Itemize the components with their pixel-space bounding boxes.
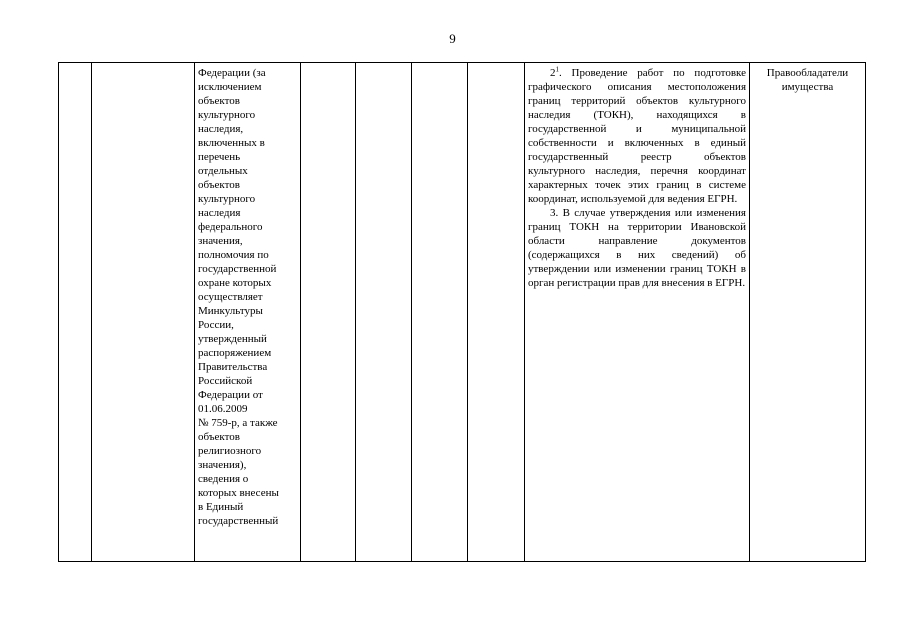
- subject-line: полномочия по: [198, 249, 269, 261]
- measures-text: [525, 63, 749, 290]
- subject-line: Правительства: [198, 361, 268, 373]
- subject-line: 01.06.2009: [198, 403, 248, 415]
- subject-line: № 759-р, а также: [198, 417, 278, 429]
- subject-line: объектов: [198, 179, 240, 191]
- subject-line: значения),: [198, 459, 247, 471]
- subject-line: наследия,: [198, 123, 244, 135]
- subject-line: Федерации от: [198, 389, 263, 401]
- cell-value-3: [412, 63, 468, 562]
- cell-value-4: [468, 63, 525, 562]
- subject-line: отдельных: [198, 165, 248, 177]
- subject-line: которых внесены: [198, 487, 279, 499]
- subject-line: наследия: [198, 207, 241, 219]
- cell-number: [59, 63, 92, 562]
- measure-2-1-number: 2: [550, 67, 556, 79]
- subject-line: культурного: [198, 109, 256, 121]
- measure-2-1-superscript: 1: [555, 65, 559, 74]
- subject-line: Российской: [198, 375, 253, 387]
- subject-line: объектов: [198, 431, 240, 443]
- subject-text: [195, 63, 300, 528]
- cell-subject: [195, 63, 301, 562]
- cell-measures: [525, 63, 750, 562]
- subject-line: религиозного: [198, 445, 262, 457]
- subject-line: распоряжением: [198, 347, 272, 359]
- subject-line: охране которых: [198, 277, 272, 289]
- cell-value-1: [301, 63, 356, 562]
- document-table: [58, 62, 866, 562]
- subject-line: исключением: [198, 81, 262, 93]
- subject-line: государственный: [198, 515, 279, 527]
- subject-line: включенных в: [198, 137, 265, 149]
- subject-line: государственной: [198, 263, 277, 275]
- subject-line: Федерации (за: [198, 67, 266, 79]
- subject-line: в Единый: [198, 501, 244, 513]
- measure-2-1: [528, 66, 746, 206]
- subject-line: объектов: [198, 95, 240, 107]
- subject-line: федерального: [198, 221, 263, 233]
- measure-3: 3. В случае утверждения или изменения границ ТОКН на территории Ивановской области направление документов (содержащихся в них сведений) об утверждении или изменении границ ТОКН в орган регистрации прав для внесения в ЕГРН.: [528, 207, 746, 289]
- responsible-text: Правообладатели имущества: [766, 67, 849, 93]
- measure-2-1-body: . Проведение работ по подготовке графического описания местоположения границ территорий объектов культурного наследия (ТОКН), находящихся в государственной и муниципальной собственности и включенных в единый государственный реестр объектов культурного наследия, перечня координат характерных точек этих границ в системе координат, используемой для ведения ЕГРН.: [528, 67, 746, 205]
- subject-line: культурного: [198, 193, 256, 205]
- subject-line: Минкультуры: [198, 305, 263, 317]
- subject-line: значения,: [198, 235, 243, 247]
- subject-line: осуществляет: [198, 291, 263, 303]
- cell-responsible: [750, 63, 866, 562]
- subject-line: перечень: [198, 151, 241, 163]
- page-number: 9: [449, 31, 456, 46]
- subject-line: сведения о: [198, 473, 249, 485]
- cell-indicator: [92, 63, 195, 562]
- subject-line: России,: [198, 319, 234, 331]
- table-row: [59, 63, 866, 562]
- subject-line: утвержденный: [198, 333, 267, 345]
- cell-value-2: [356, 63, 412, 562]
